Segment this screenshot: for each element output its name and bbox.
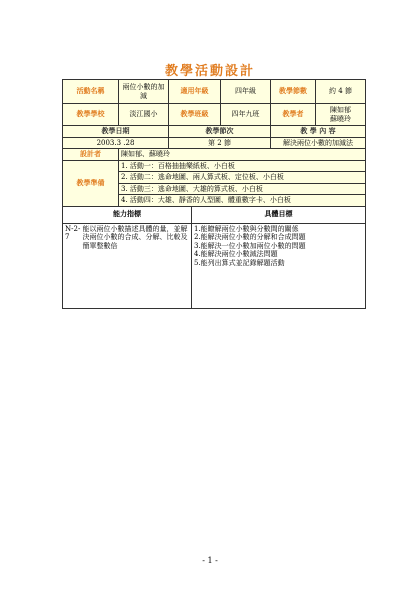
prep-item: 1. 活動一：百格抽抽樂紙板、小白板 xyxy=(119,160,366,172)
specific-goal-item: 5.能列出算式並記錄解題活動 xyxy=(194,258,285,267)
session-no-label: 教學節次 xyxy=(169,126,271,138)
prep-label: 教學準備 xyxy=(63,160,119,206)
info-table xyxy=(62,79,366,207)
lesson-plan-sheet xyxy=(62,79,365,309)
prep-item: 3. 活動三：逃命地圖、大雄的算式板、小白板 xyxy=(119,183,366,195)
objectives-table xyxy=(62,206,366,309)
sessions-label: 教學節數 xyxy=(271,80,316,104)
designer-value: 陳如郁、蘇曉玲 xyxy=(119,149,366,161)
sessions-value: 約 4 節 xyxy=(316,80,366,104)
content-value: 解決兩位小數的加減法 xyxy=(271,137,366,149)
page-title: 教學活動設計 xyxy=(164,64,255,79)
prep-item: 4. 活動四：大雄、靜香的人型圖、體重數字卡、小白板 xyxy=(119,195,366,207)
school-value: 淡江國小 xyxy=(119,104,169,126)
class-value: 四年九班 xyxy=(221,104,271,126)
session-no-value: 第 2 節 xyxy=(169,137,271,149)
content-label: 教 學 內 容 xyxy=(271,126,366,138)
specific-goal-item: 2.能解決兩位小數的分解和合成問題 xyxy=(194,233,306,242)
specific-goals xyxy=(192,223,366,308)
page-number: - 1 - xyxy=(202,556,218,565)
specific-header: 具體目標 xyxy=(192,206,366,223)
specific-goal-item: 1.能瞭解兩位小數與分數間的關係 xyxy=(194,224,299,233)
designer-label: 設計者 xyxy=(63,149,119,161)
ability-code: N-2-7 xyxy=(63,223,81,308)
ability-text: 能以兩位小數描述具體的量，並解決兩位小數的合成、分解、比較及簡單整數倍 xyxy=(81,223,192,308)
date-label: 教學日期 xyxy=(63,126,169,138)
ability-header: 能力指標 xyxy=(63,206,192,223)
activity-name-value: 兩位小數的加減 xyxy=(119,80,169,104)
class-label: 教學班級 xyxy=(169,104,221,126)
grade-value: 四年級 xyxy=(221,80,271,104)
school-label: 教學學校 xyxy=(63,104,119,126)
specific-goal-item: 3.能解決一位小數加兩位小數的問題 xyxy=(194,241,306,250)
activity-name-label: 活動名稱 xyxy=(63,80,119,104)
date-value: 2003.3 .28 xyxy=(63,137,169,149)
teacher-value: 陳如郁 蘇曉玲 xyxy=(316,104,366,126)
grade-label: 適用年級 xyxy=(169,80,221,104)
specific-goal-item: 4.能解決兩位小數減法問題 xyxy=(194,250,278,259)
prep-item: 2. 活動二：逃命地圖、兩人算式板、定位板、小白板 xyxy=(119,172,366,184)
teacher-label: 教學者 xyxy=(271,104,316,126)
